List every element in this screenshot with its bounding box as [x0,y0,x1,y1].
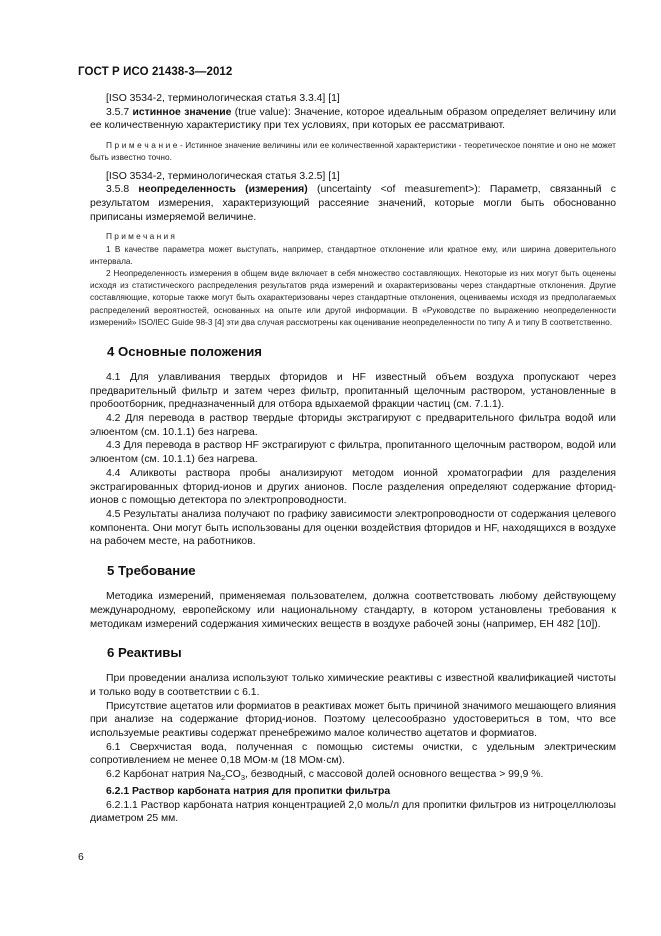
section-6-2-1-1: 6.2.1.1 Раствор карбоната натрия концентрацией 2,0 моль/л для пропитки фильтров из нитроцеллюлозы диаметром 25 мм. [90,799,616,825]
reference-3534-2-a: [ISO 3534-2, терминологическая статья 3.3.4] [1] [106,93,340,104]
term-number: 3.5.8 [106,184,139,196]
term-definition: (uncertainty <of measurement>): Параметр, связанный с результатом измерения, характеризующий рассеяние значений, которые могли быть обоснованно приписаны измеряемой величине. [90,184,617,223]
section-6-2 [90,768,616,785]
page-number: 6 [78,852,84,863]
section-4-paragraph-5: 4.5 Результаты анализа получают по графику зависимости электропроводности от содержания целевого компонента. Они могут быть использованы для оценки воздействия фторидов и HF, находящихся в воздухе на рабочем месте, на работников. [90,508,616,548]
document-header: ГОСТ Р ИСО 21438-3—2012 [78,66,233,78]
term-definition: (true value): Значение, которое идеальным образом определяет величину или ее количественную характеристику при тех условиях, при которых ее рассматривают. [90,106,616,132]
section-4-paragraph-3: 4.3 Для перевода в раствор HF экстрагируют с фильтра, пропитанного щелочным раствором, водой или элюентом (см. 10.1.1) без нагрева. [90,440,616,466]
term-3-5-7 [90,106,616,133]
term-number: 3.5.7 [106,106,133,118]
section-6-paragraph-2: Присутствие ацетатов или формиатов в реактивах может быть причиной значимого мешающего влияния при анализе на содержание фторид-ионов. Поэтому целесообразно удостовериться в том, что все используемые реактивы содержат пренебрежимо малое количество ацетатов и формиатов. [90,700,616,740]
section-6-paragraph-1: При проведении анализа используют только химические реактивы с известной квалификацией чистоты и только воду в соответствии с 6.1. [90,673,616,698]
section-4-paragraph-2: 4.2 Для перевода в раствор твердые фториды экстрагируют с предварительного фильтра водой или элюентом (см. 10.1.1) без нагрева. [90,413,616,438]
term-3-5-8 [90,183,616,224]
section-4-paragraph-4: 4.4 Аликвоты раствора пробы анализируют методом ионной хроматографии для разделения экстрагированных фторид-ионов и других анионов. После разделения определяют содержание фторид-ионов с помощью детектора по электропроводности. [90,467,616,507]
reference-3534-2-b: [ISO 3534-2, терминологическая статья 3.2.5] [1] [106,170,340,182]
subscript-2: 2 [221,773,226,783]
note-label: П р и м е ч а н и е [106,140,178,151]
subscript-3: 3 [240,773,245,783]
section-6-heading: 6 Реактивы [107,645,182,661]
section-4-heading: 4 Основные положения [107,343,262,359]
note-2: 2 Неопределенность измерения в общем виде включает в себя множество составляющих. Некоторые из них могут быть оценены исходя из статистического распределения результатов ряда измерений и охарактеризованы через стандартные отклонения. Другие составляющие, которые также могут быть охарактеризованы через стандартные отклонения, оцениваемы исходя из предполагаемых распределений вероятностей, основанных на опыте или другой информации. В «Руководстве по выражению неопределенности измерений» ISO/IEC Guide 98-3 [4] эти два случая рассмотрены как оценивание неопределенности по типу А и типу В соответственно. [90,267,616,327]
term-name: неопределенность (измерения) [138,184,308,196]
section-4-paragraph-1: 4.1 Для улавливания твердых фторидов и HF известный объем воздуха пропускают через предварительный фильтр и затем через фильтр, пропитанный щелочным раствором, установленные в пробоотборник, предназначенный для отбора вдыхаемой фракции частиц (см. 7.1.1). [90,371,616,411]
section-5-heading: 5 Требование [107,563,196,579]
note-text: - Истинное значение величины или ее количественной характеристики - теоретическое понятие и оно не может быть известно точно. [90,140,616,163]
term-name: истинное значение [132,106,232,118]
note-1: 1 В качестве параметра может выступать, например, стандартное отклонение или кратное ему, или ширина доверительного интервала. [90,243,616,266]
note-3-5-7 [90,139,616,163]
formula-part-1: 6.2 Карбонат натрия Na [106,769,222,781]
section-6-2-1-heading: 6.2.1 Раствор карбоната натрия для пропитки фильтра [106,785,391,797]
section-6-1: 6.1 Сверхчистая вода, полученная с помощью системы очистки, с удельным электрическим сопротивлением не менее 0,18 МОм·м (18 МОм·см). [90,741,616,767]
section-5-paragraph-1: Методика измерений, применяемая пользователем, должна соответствовать любому действующему международному, европейскому или национальному стандарту, в котором установлены требования к методикам измерений содержания химических веществ в воздухе рабочей зоны (например, ЕН 482 [10]). [90,591,616,630]
document-body [90,92,616,826]
formula-part-2: CO [225,769,241,781]
formula-part-3: , безводный, с массовой долей основного вещества > 99,9 %. [244,769,544,781]
notes-label: П р и м е ч а н и я [106,231,175,242]
